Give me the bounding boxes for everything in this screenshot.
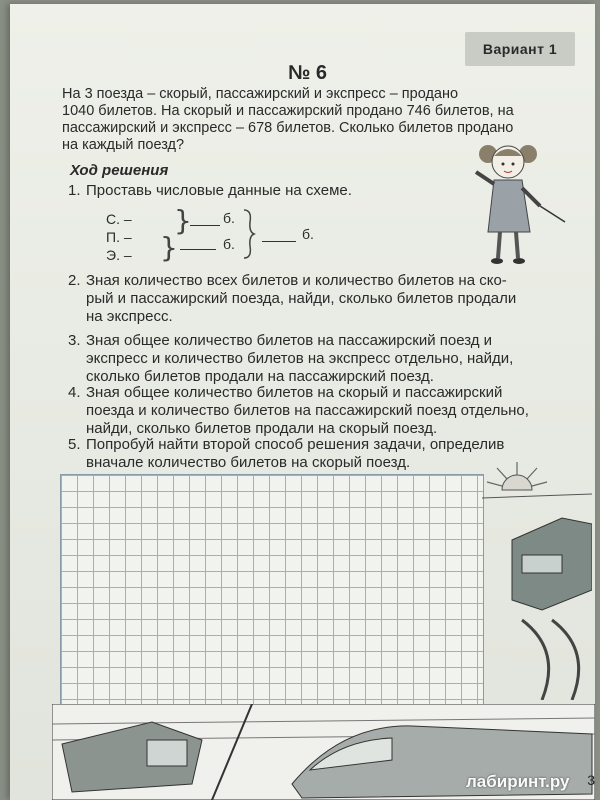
grid-work-area[interactable] bbox=[60, 474, 484, 708]
train-track-illustration bbox=[482, 460, 592, 700]
step-number: 5. bbox=[68, 436, 81, 453]
step-line: рый и пассажирский поезда, найди, сколько билетов продали bbox=[86, 290, 517, 307]
problem-line: на каждый поезд? bbox=[62, 137, 185, 153]
step-text bbox=[86, 384, 529, 438]
unit-label: б. bbox=[223, 210, 235, 226]
brace-total bbox=[242, 208, 256, 260]
girl-pointer-illustration bbox=[470, 132, 570, 272]
scheme-label-fast: С. – bbox=[106, 211, 132, 227]
page-number: 3 bbox=[587, 772, 595, 788]
step-line: сколько билетов продали на пассажирский поезд. bbox=[86, 368, 434, 385]
step-text bbox=[86, 332, 513, 386]
brace-top: } bbox=[174, 204, 192, 237]
task-number: № 6 bbox=[288, 62, 327, 84]
step-line: поезда и количество билетов на пассажирский поезд отдельно, bbox=[86, 402, 529, 419]
step-line: на экспресс. bbox=[86, 308, 173, 325]
step-3 bbox=[68, 332, 578, 388]
brace-bottom: } bbox=[160, 231, 178, 264]
answer-blank-total[interactable] bbox=[262, 240, 296, 242]
step-number: 2. bbox=[68, 272, 81, 289]
variant-label: Вариант 1 bbox=[482, 41, 558, 57]
step-number: 3. bbox=[68, 332, 81, 349]
step-text bbox=[86, 436, 504, 472]
problem-line: 1040 билетов. На скорый и пассажирский продано 746 билетов, на bbox=[62, 103, 514, 119]
step-line: Зная количество всех билетов и количество билетов на ско- bbox=[86, 272, 507, 289]
step-line: найди, сколько билетов продали на скорый поезд. bbox=[86, 420, 438, 437]
problem-line: пассажирский и экспресс – 678 билетов. Сколько билетов продано bbox=[62, 120, 514, 136]
problem-line: На 3 поезда – скорый, пассажирский и экспресс – продано bbox=[62, 86, 459, 102]
step-line: Зная общее количество билетов на скорый и пассажирский bbox=[86, 384, 503, 401]
step-4 bbox=[68, 384, 578, 440]
step-number: 4. bbox=[68, 384, 81, 401]
step-2 bbox=[68, 272, 578, 328]
step-line: экспресс и количество билетов на экспресс отдельно, найди, bbox=[86, 350, 514, 367]
step-line: Попробуй найти второй способ решения задачи, определив bbox=[86, 436, 505, 453]
unit-label: б. bbox=[302, 226, 314, 242]
step-text: Проставь числовые данные на схеме. bbox=[86, 182, 352, 199]
solution-heading: Ход решения bbox=[70, 162, 169, 179]
watermark: лабиринт.ру bbox=[466, 772, 570, 791]
scheme-label-express: Э. – bbox=[106, 247, 132, 263]
step-1 bbox=[68, 182, 468, 200]
answer-blank-sp[interactable] bbox=[190, 224, 220, 226]
unit-label: б. bbox=[223, 236, 235, 252]
answer-blank-pe[interactable] bbox=[180, 248, 216, 250]
step-line: Зная общее количество билетов на пассажирский поезд и bbox=[86, 332, 493, 349]
step-line: вначале количество билетов на скорый поезд. bbox=[86, 454, 411, 471]
variant-badge bbox=[465, 32, 575, 66]
step-text bbox=[86, 272, 516, 326]
step-number: 1. bbox=[68, 182, 81, 199]
scheme-label-passenger: П. – bbox=[106, 229, 132, 245]
workbook-page bbox=[10, 4, 595, 800]
